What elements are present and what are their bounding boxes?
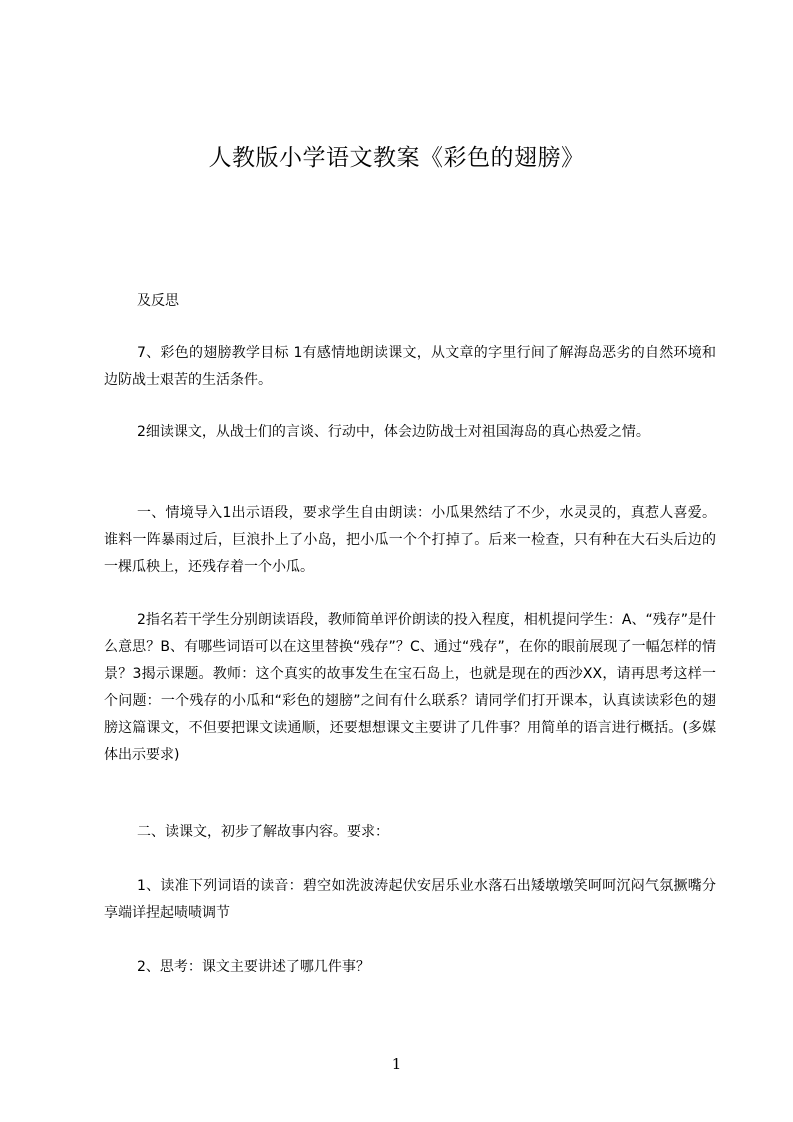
document-title: 人教版小学语文教案《彩色的翅膀》 xyxy=(208,145,585,171)
paragraph-objective-1: 7、彩色的翅膀教学目标 1有感情地朗读课文，从文章的字里行间了解海岛恶劣的自然环境和边防战士艰苦的生活条件。 xyxy=(104,345,716,388)
page-number: 1 xyxy=(391,1055,402,1073)
paragraph-step-2: 2指名若干学生分别朗读语段，教师简单评价朗读的投入程度，相机提问学生：A、“残存”是什么意思？B、有哪些词语可以在这里替换“残存”？C、通过“残存”，在你的眼前展现了一幅怎样的情景？3揭示课题。教师：这个真实的故事发生在宝石岛上，也就是现在的西沙XX，请再思考这样一个问题：一个残存的小瓜和“彩色的翅膀”之间有什么联系？请同学们打开课本，认真读读彩色的翅膀这篇课文，不但要把课文读通顺，还要想想课文主要讲了几件事？用简单的语言进行概括。(多媒体出示要求) xyxy=(104,612,716,763)
paragraph-section-one: 一、情境导入1出示语段，要求学生自由朗读：小瓜果然结了不少，水灵灵的，真惹人喜爱。谁料一阵暴雨过后，巨浪扑上了小岛，把小瓜一个个打掉了。后来一检查，只有种在大石头后边的一棵瓜秧上，还残存着一个小瓜。 xyxy=(104,505,716,575)
paragraph-subtitle: 及反思 xyxy=(137,293,179,309)
paragraph-section-two: 二、读课文，初步了解故事内容。要求： xyxy=(137,824,389,840)
paragraph-vocabulary: 1、读准下列词语的读音：碧空如洗波涛起伏安居乐业水落石出矮墩墩笑呵呵沉闷气氛撅嘴分享端详捏起啧啧调节 xyxy=(104,878,716,921)
paragraph-question: 2、思考：课文主要讲述了哪几件事？ xyxy=(137,959,370,975)
paragraph-objective-2: 2细读课文，从战士们的言谈、行动中，体会边防战士对祖国海岛的真心热爱之情。 xyxy=(137,424,650,440)
